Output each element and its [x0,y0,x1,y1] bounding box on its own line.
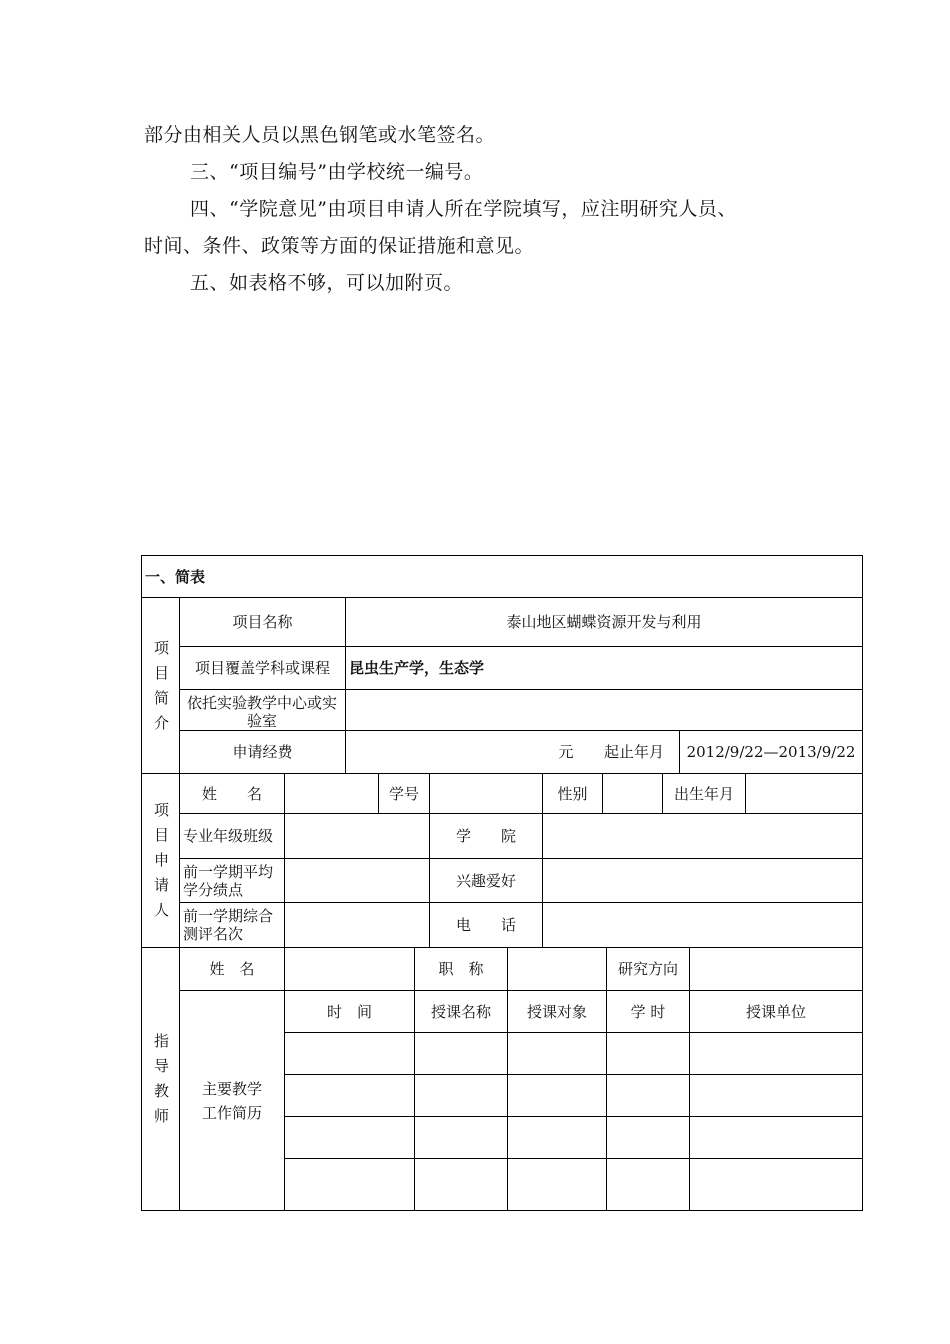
resume-header-course: 授课名称 [430,1002,491,1021]
discipline-label: 项目覆盖学科或课程 [194,659,330,677]
resume-row-2[interactable] [285,1075,862,1116]
lab-value[interactable] [346,690,862,730]
resume-row-1[interactable] [285,1033,862,1074]
funding-label: 申请经费 [232,743,293,761]
birth-value[interactable] [746,774,862,813]
gpa-label: 前一学期平均学分绩点 [183,863,274,899]
resume-header-hours: 学 时 [630,1002,666,1021]
phone-label: 电 话 [455,916,516,934]
resume-header-unit: 授课单位 [745,1002,806,1021]
lab-label: 依托实验教学中心或实验室 [186,694,337,730]
period-value[interactable]: 2012/9/22—2013/9/22 [686,743,856,761]
rank-value[interactable] [285,903,429,947]
section-title: 一、简表 [145,567,206,586]
project-group-label [153,598,170,773]
applicant-name-label: 姓 名 [201,784,262,803]
research-direction-label: 研究方向 [617,960,678,978]
hobby-label: 兴趣爱好 [455,871,516,890]
resume-header-audience: 授课对象 [526,1002,587,1021]
instruction-line-3: 四、“学院意见”由项目申请人所在学院填写，应注明研究人员、 [190,198,737,220]
rank-label: 前一学期综合测评名次 [183,907,274,943]
student-id-value[interactable] [430,774,542,813]
advisor-name-label: 姓 名 [209,960,255,978]
gender-value[interactable] [603,774,662,813]
gender-label: 性别 [557,784,588,803]
advisor-title-label: 职 称 [438,960,484,978]
college-label: 学 院 [455,827,516,845]
advisor-group-label [153,948,170,1210]
application-form-table [141,555,863,1211]
applicant-group-text: 项目申请人 [153,801,169,919]
research-direction-value[interactable] [690,948,862,990]
instruction-line-4: 时间、条件、政策等方面的保证措施和意见。 [144,235,535,257]
project-name-label: 项目名称 [232,613,293,631]
student-id-label: 学号 [388,784,419,803]
birth-label: 出生年月 [673,784,734,803]
major-value[interactable] [285,814,429,858]
project-name-value[interactable]: 泰山地区蝴蝶资源开发与利用 [506,613,702,631]
advisor-name-value[interactable] [285,948,414,990]
instruction-line-1: 部分由相关人员以黑色钢笔或水笔签名。 [144,124,496,146]
instruction-line-2: 三、“项目编号”由学校统一编号。 [190,161,484,183]
advisor-group-text: 指导教师 [153,1032,169,1125]
resume-label: 主要教学工作简历 [201,1079,262,1122]
phone-value[interactable] [543,903,862,947]
resume-row-4[interactable] [285,1159,862,1210]
funding-unit: 元 [558,743,574,761]
applicant-group-label [153,774,170,947]
period-label: 起止年月 [603,743,664,761]
applicant-name-value[interactable] [285,774,378,813]
instruction-line-5: 五、如表格不够，可以加附页。 [190,272,464,294]
project-group-text: 项目简介 [153,638,169,732]
resume-row-3[interactable] [285,1117,862,1158]
hobby-value[interactable] [543,859,862,902]
advisor-title-value[interactable] [508,948,606,990]
resume-header-time: 时 间 [326,1002,372,1021]
gpa-value[interactable] [285,859,429,902]
discipline-value[interactable]: 昆虫生产学，生态学 [349,659,485,677]
major-label: 专业年级班级 [183,827,274,845]
college-value[interactable] [543,814,862,858]
